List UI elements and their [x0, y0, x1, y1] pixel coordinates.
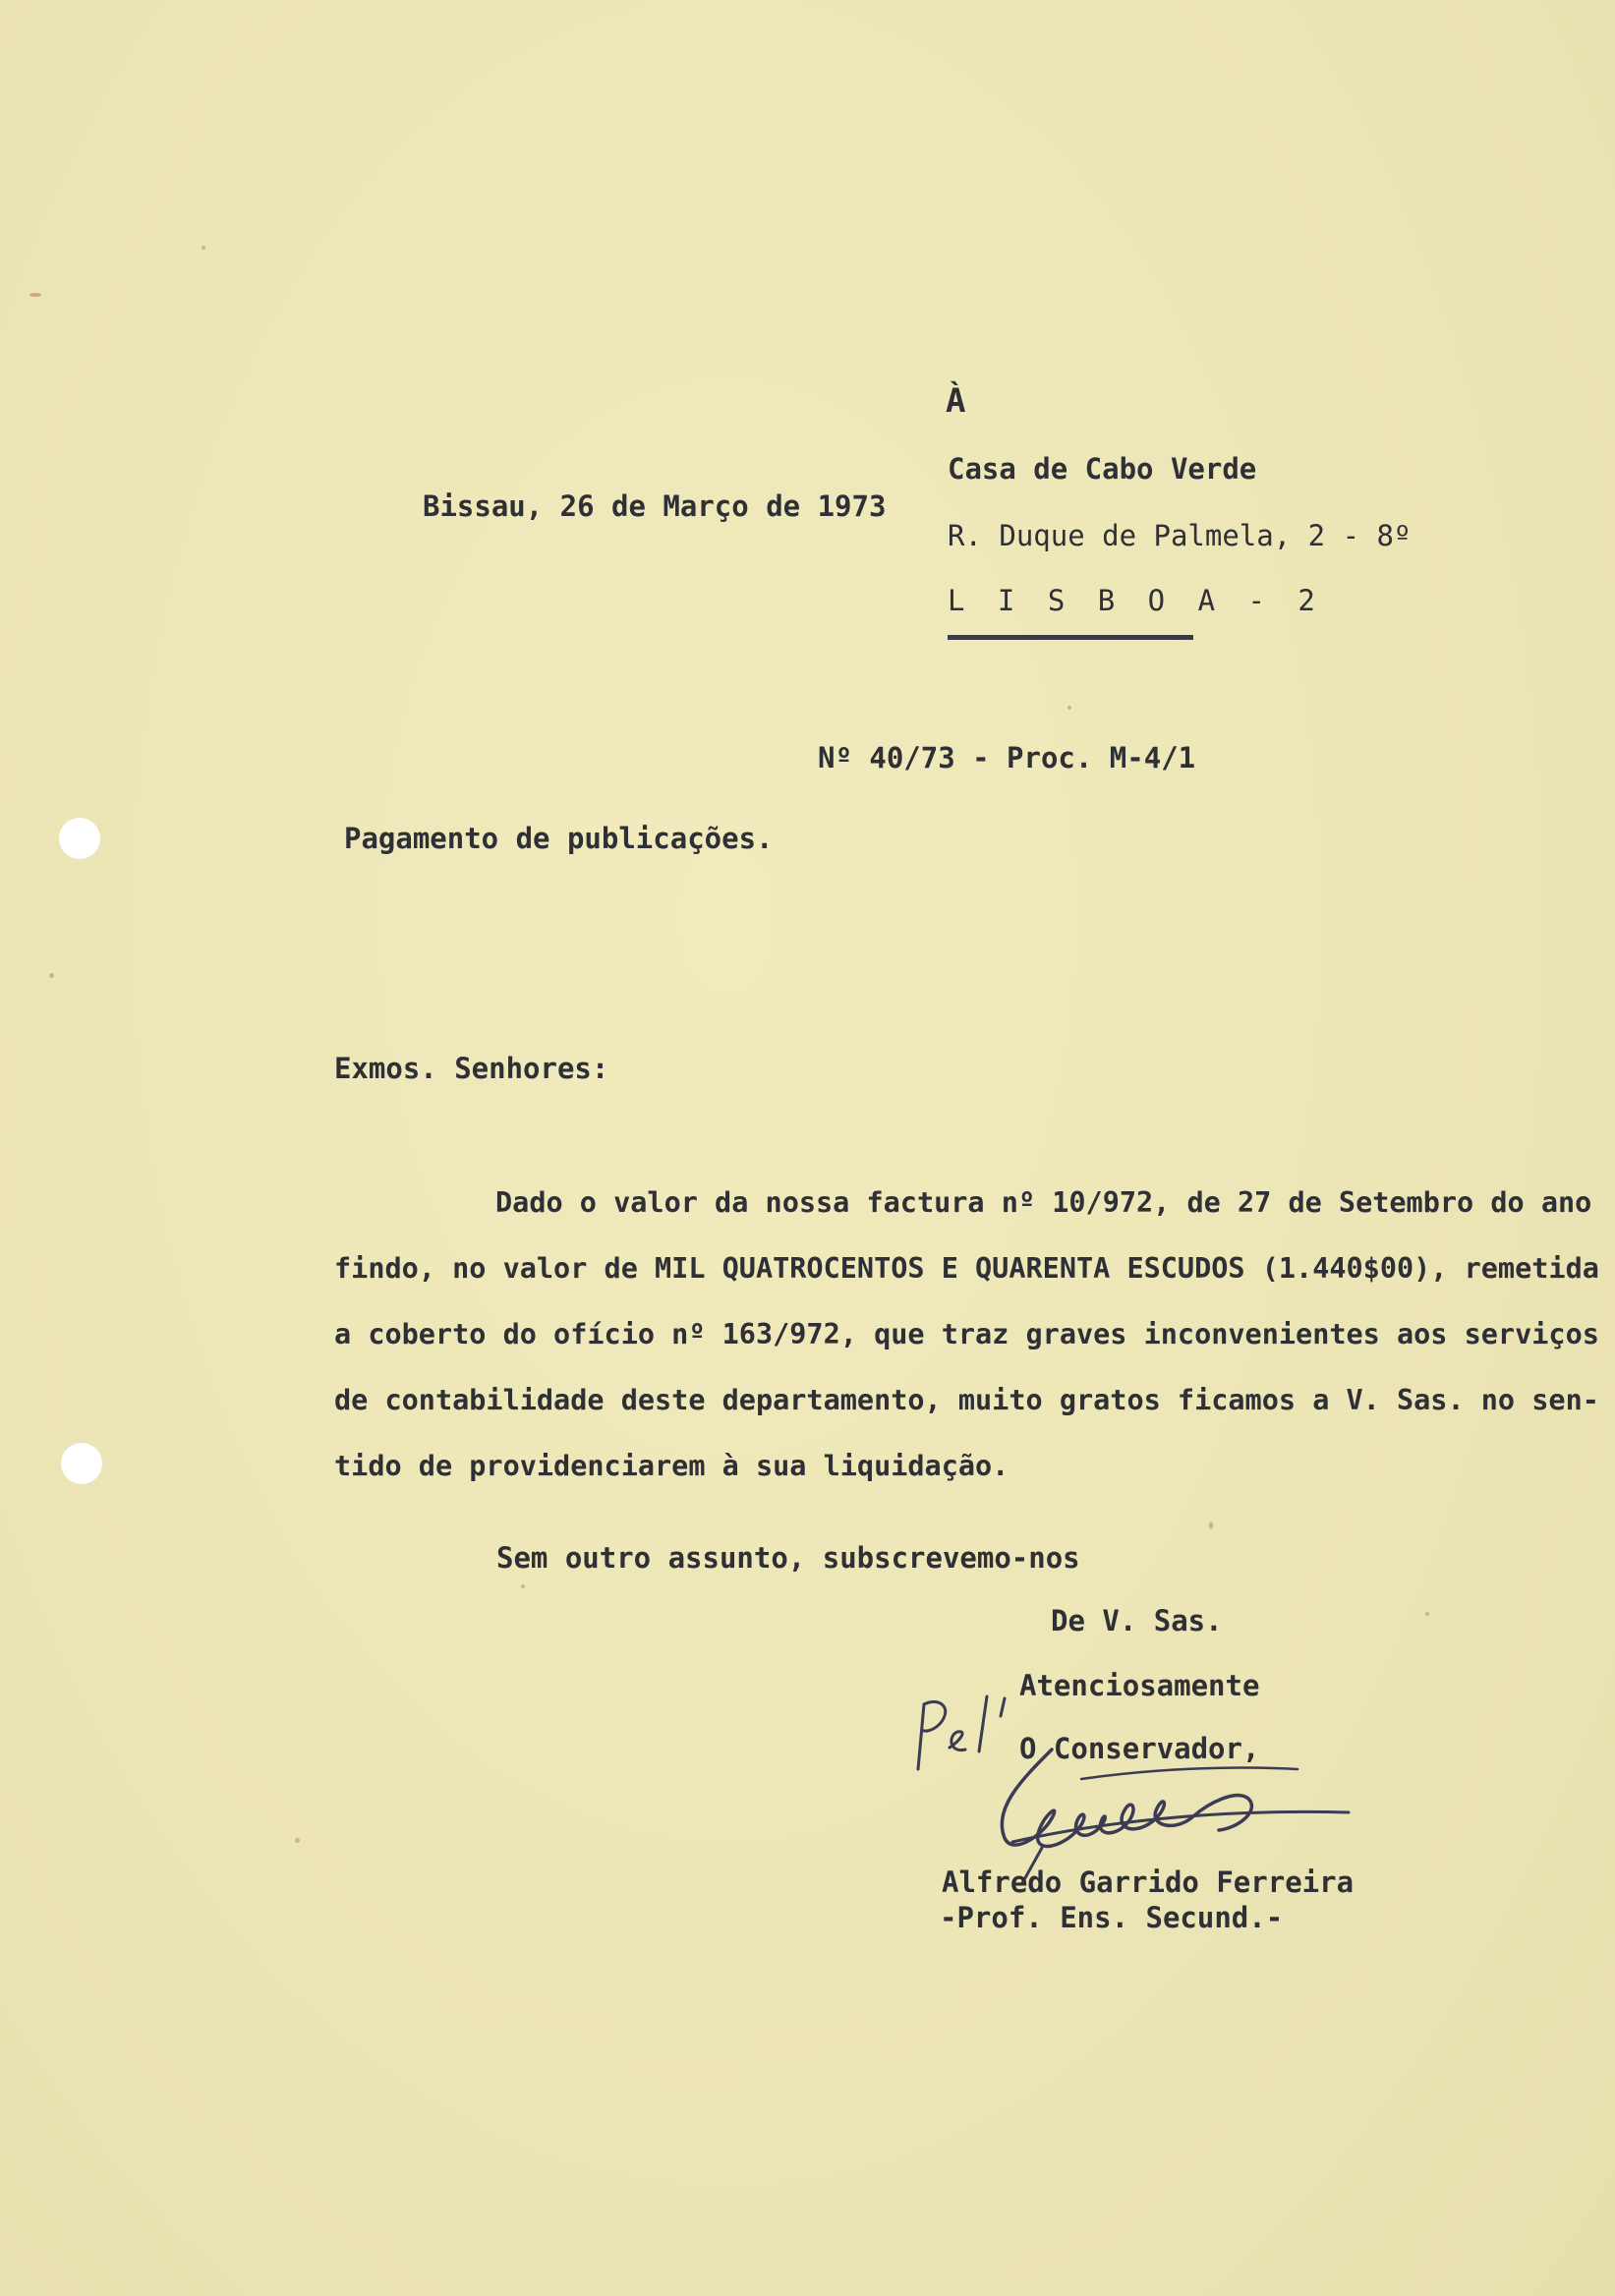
sign-off-title: O Conservador, [1019, 1732, 1260, 1765]
recipient-city: L I S B O A - 2 [948, 584, 1323, 617]
recipient-street: R. Duque de Palmela, 2 - 8º [948, 519, 1412, 552]
subject-line: Pagamento de publicações. [344, 822, 774, 855]
reference-number: Nº 40/73 - Proc. M-4/1 [818, 741, 1196, 775]
regards-line-1: De V. Sas. [1051, 1604, 1223, 1637]
recipient-name: Casa de Cabo Verde [948, 452, 1257, 486]
closing-line: Sem outro assunto, subscrevemo-nos [496, 1541, 1080, 1575]
body-line-3: a coberto do ofício nº 163/972, que traz graves inconvenientes aos serviços [334, 1318, 1599, 1350]
letter-body [334, 1170, 1599, 1499]
recipient-underline [948, 635, 1193, 640]
regards-line-2: Atenciosamente [1019, 1669, 1260, 1702]
recipient-prefix: À [946, 381, 966, 421]
signer-role: -Prof. Ens. Secund.- [940, 1901, 1284, 1934]
punch-hole-bottom [61, 1443, 102, 1484]
signer-name: Alfredo Garrido Ferreira [942, 1866, 1355, 1899]
salutation: Exmos. Senhores: [334, 1052, 609, 1085]
place-date: Bissau, 26 de Março de 1973 [423, 489, 887, 523]
body-line-5: tido de providenciarem à sua liquidação. [334, 1450, 1009, 1482]
body-line-2: findo, no valor de MIL QUATROCENTOS E QUARENTA ESCUDOS (1.440$00), remetida [334, 1252, 1599, 1285]
body-line-1: Dado o valor da nossa factura nº 10/972, de 27 de Setembro do ano [495, 1186, 1592, 1219]
body-line-4: de contabilidade deste departamento, muito gratos ficamos a V. Sas. no sen- [334, 1384, 1599, 1416]
punch-hole-top [59, 818, 100, 859]
